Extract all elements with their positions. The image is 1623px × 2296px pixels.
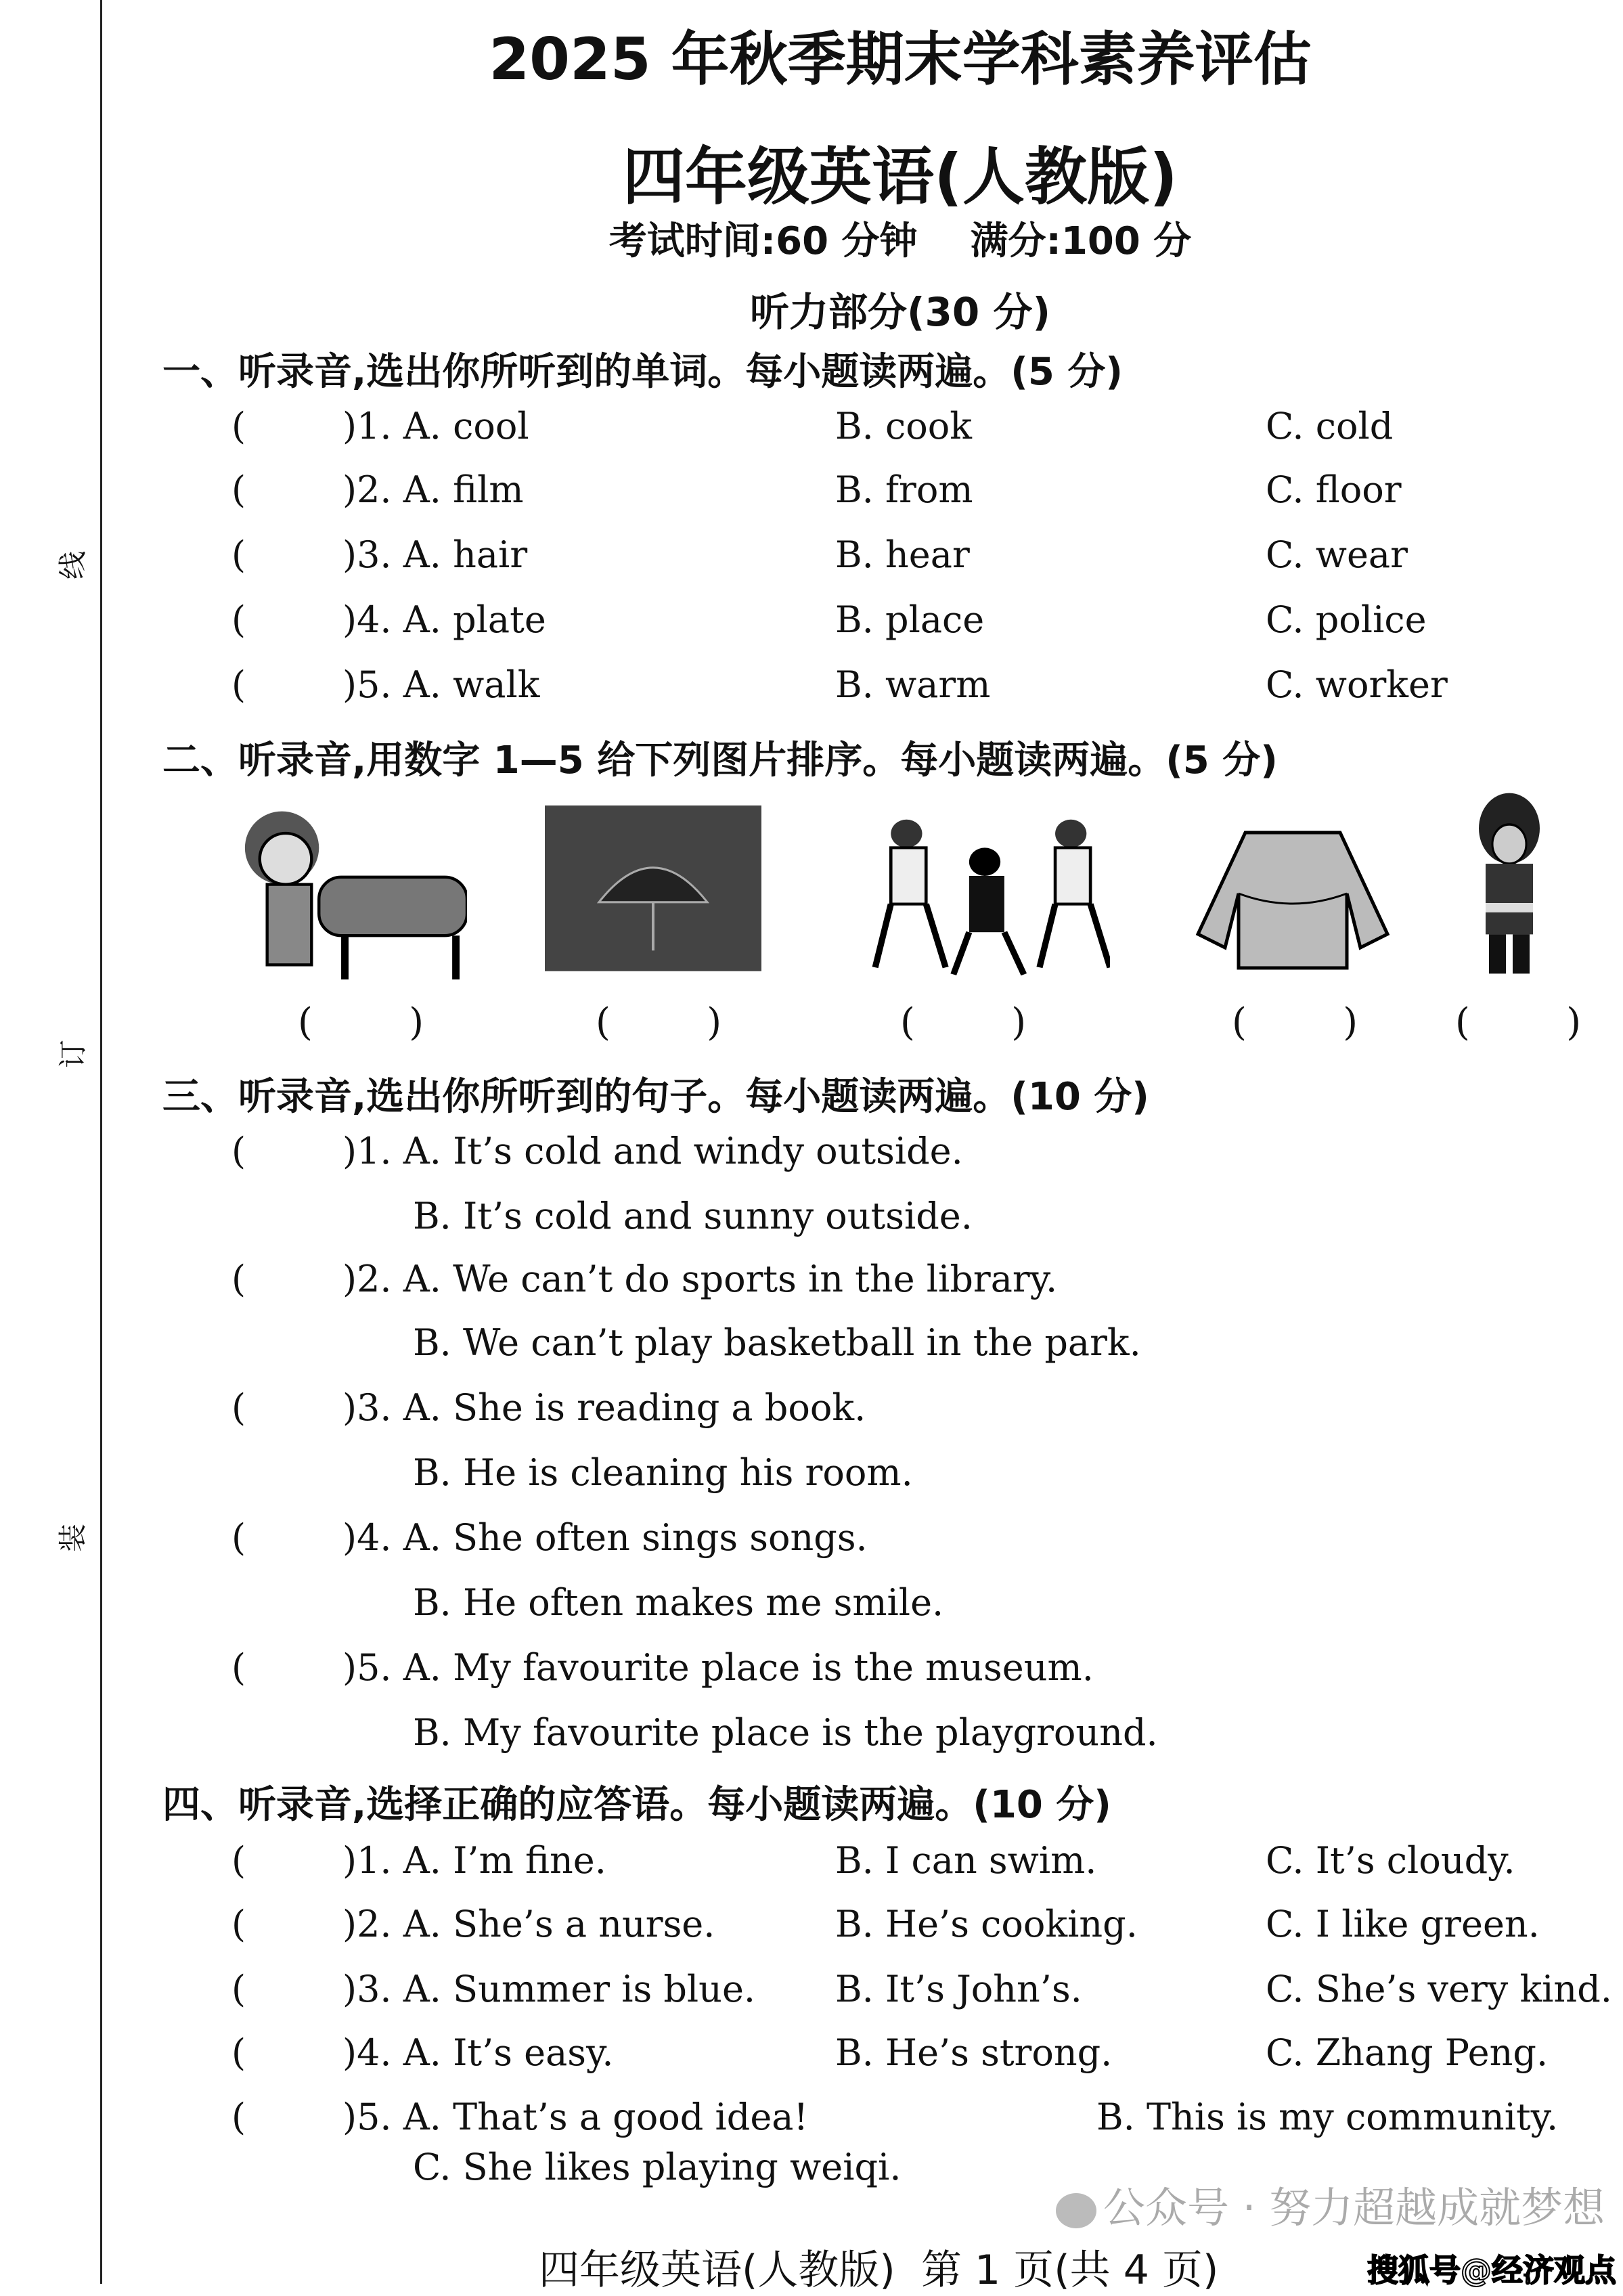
picture-answer-blank[interactable]: ( ) <box>298 1000 424 1044</box>
option-b: B. We can’t play basketball in the park. <box>413 1321 1141 1364</box>
taichi-people-picture <box>860 805 1110 981</box>
answer-blank[interactable]: ( <box>231 1130 246 1172</box>
answer-blank[interactable]: ( <box>231 663 246 706</box>
option-c: C. worker <box>1266 663 1448 706</box>
option-a: )1. A. cool <box>342 405 529 447</box>
option-a: )1. A. I’m fine. <box>342 1839 606 1882</box>
section-heading: 四、听录音,选择正确的应答语。每小题读两遍。(10 分) <box>162 1783 1111 1827</box>
answer-blank[interactable]: ( <box>231 1386 246 1429</box>
option-a: )2. A. We can’t do sports in the library. <box>342 1258 1058 1300</box>
option-b: B. He’s strong. <box>835 2031 1113 2074</box>
option-b: B. He’s cooking. <box>835 1903 1138 1945</box>
option-a: )1. A. It’s cold and windy outside. <box>342 1130 963 1172</box>
exam-title: 2025 年秋季期末学科素养评估 <box>489 26 1312 93</box>
margin-label-zhuang: 装 <box>56 1523 90 1553</box>
option-a: )3. A. She is reading a book. <box>342 1386 866 1429</box>
firefighter-picture <box>1455 785 1563 981</box>
answer-blank[interactable]: ( <box>231 1903 246 1945</box>
option-c: C. Zhang Peng. <box>1266 2031 1549 2074</box>
part-heading: 听力部分(30 分) <box>750 289 1050 335</box>
option-c: C. floor <box>1266 468 1402 511</box>
picture-answer-blank[interactable]: ( ) <box>1455 1000 1582 1044</box>
option-c: C. police <box>1266 598 1427 641</box>
section-heading: 三、听录音,选出你所听到的句子。每小题读两遍。(10 分) <box>162 1075 1149 1119</box>
option-c: C. She’s very kind. <box>1266 1968 1612 2010</box>
answer-blank[interactable]: ( <box>231 1646 246 1689</box>
sohu-watermark: 搜狐号@经济观点 <box>1367 2252 1616 2289</box>
binding-line <box>100 0 102 2284</box>
picture-answer-blank[interactable]: ( ) <box>900 1000 1027 1044</box>
answer-blank[interactable]: ( <box>231 405 246 447</box>
option-b: B. I can swim. <box>835 1839 1097 1882</box>
option-a: )2. A. She’s a nurse. <box>342 1903 715 1945</box>
option-a: )2. A. film <box>342 468 524 511</box>
option-b: B. hear <box>835 533 970 576</box>
option-a: )3. A. hair <box>342 533 528 576</box>
margin-label-xian: 线 <box>56 550 90 580</box>
option-a: )3. A. Summer is blue. <box>342 1968 756 2010</box>
option-a: )4. A. plate <box>342 598 546 641</box>
option-a: )5. A. walk <box>342 663 540 706</box>
option-c: C. She likes playing weiqi. <box>413 2146 902 2188</box>
option-c: C. cold <box>1266 405 1394 447</box>
rain-umbrella-picture <box>545 805 761 978</box>
option-b: B. It’s John’s. <box>835 1968 1082 2010</box>
option-c: C. wear <box>1266 533 1408 576</box>
exam-subtitle: 四年级英语(人教版) <box>622 141 1178 213</box>
option-c: C. I like green. <box>1266 1903 1540 1945</box>
answer-blank[interactable]: ( <box>231 1968 246 2010</box>
answer-blank[interactable]: ( <box>231 1516 246 1559</box>
option-b: B. warm <box>835 663 991 706</box>
answer-blank[interactable]: ( <box>231 2096 246 2138</box>
option-b: B. This is my community. <box>1096 2096 1559 2138</box>
sweater-picture <box>1184 812 1401 981</box>
answer-blank[interactable]: ( <box>231 533 246 576</box>
answer-blank[interactable]: ( <box>231 1839 246 1882</box>
picture-answer-blank[interactable]: ( ) <box>596 1000 722 1044</box>
option-b: B. place <box>835 598 985 641</box>
section-heading: 二、听录音,用数字 1—5 给下列图片排序。每小题读两遍。(5 分) <box>162 738 1278 782</box>
answer-blank[interactable]: ( <box>231 598 246 641</box>
option-a: )5. A. That’s a good idea! <box>342 2096 809 2138</box>
girl-bed-picture <box>230 797 467 979</box>
section-heading: 一、听录音,选出你所听到的单词。每小题读两遍。(5 分) <box>162 350 1123 394</box>
option-b: B. It’s cold and sunny outside. <box>413 1195 973 1237</box>
option-a: )4. A. She often sings songs. <box>342 1516 868 1559</box>
option-b: B. cook <box>835 405 972 447</box>
option-a: )4. A. It’s easy. <box>342 2031 614 2074</box>
margin-label-ding: 订 <box>56 1039 90 1069</box>
answer-blank[interactable]: ( <box>231 468 246 511</box>
answer-blank[interactable]: ( <box>231 1258 246 1300</box>
exam-info: 考试时间:60 分钟 满分:100 分 <box>608 219 1192 263</box>
option-b: B. He often makes me smile. <box>413 1581 944 1624</box>
option-b: B. My favourite place is the playground. <box>413 1711 1158 1754</box>
wechat-icon <box>1056 2193 1096 2228</box>
answer-blank[interactable]: ( <box>231 2031 246 2074</box>
option-c: C. It’s cloudy. <box>1266 1839 1515 1882</box>
option-a: )5. A. My favourite place is the museum. <box>342 1646 1094 1689</box>
wechat-watermark-text: 公众号 · 努力超越成就梦想 <box>1103 2183 1605 2232</box>
page-footer: 四年级英语(人教版) 第 1 页(共 4 页) <box>539 2247 1219 2294</box>
picture-answer-blank[interactable]: ( ) <box>1232 1000 1358 1044</box>
wechat-watermark <box>1056 2184 1605 2232</box>
option-b: B. from <box>835 468 973 511</box>
option-b: B. He is cleaning his room. <box>413 1451 913 1494</box>
